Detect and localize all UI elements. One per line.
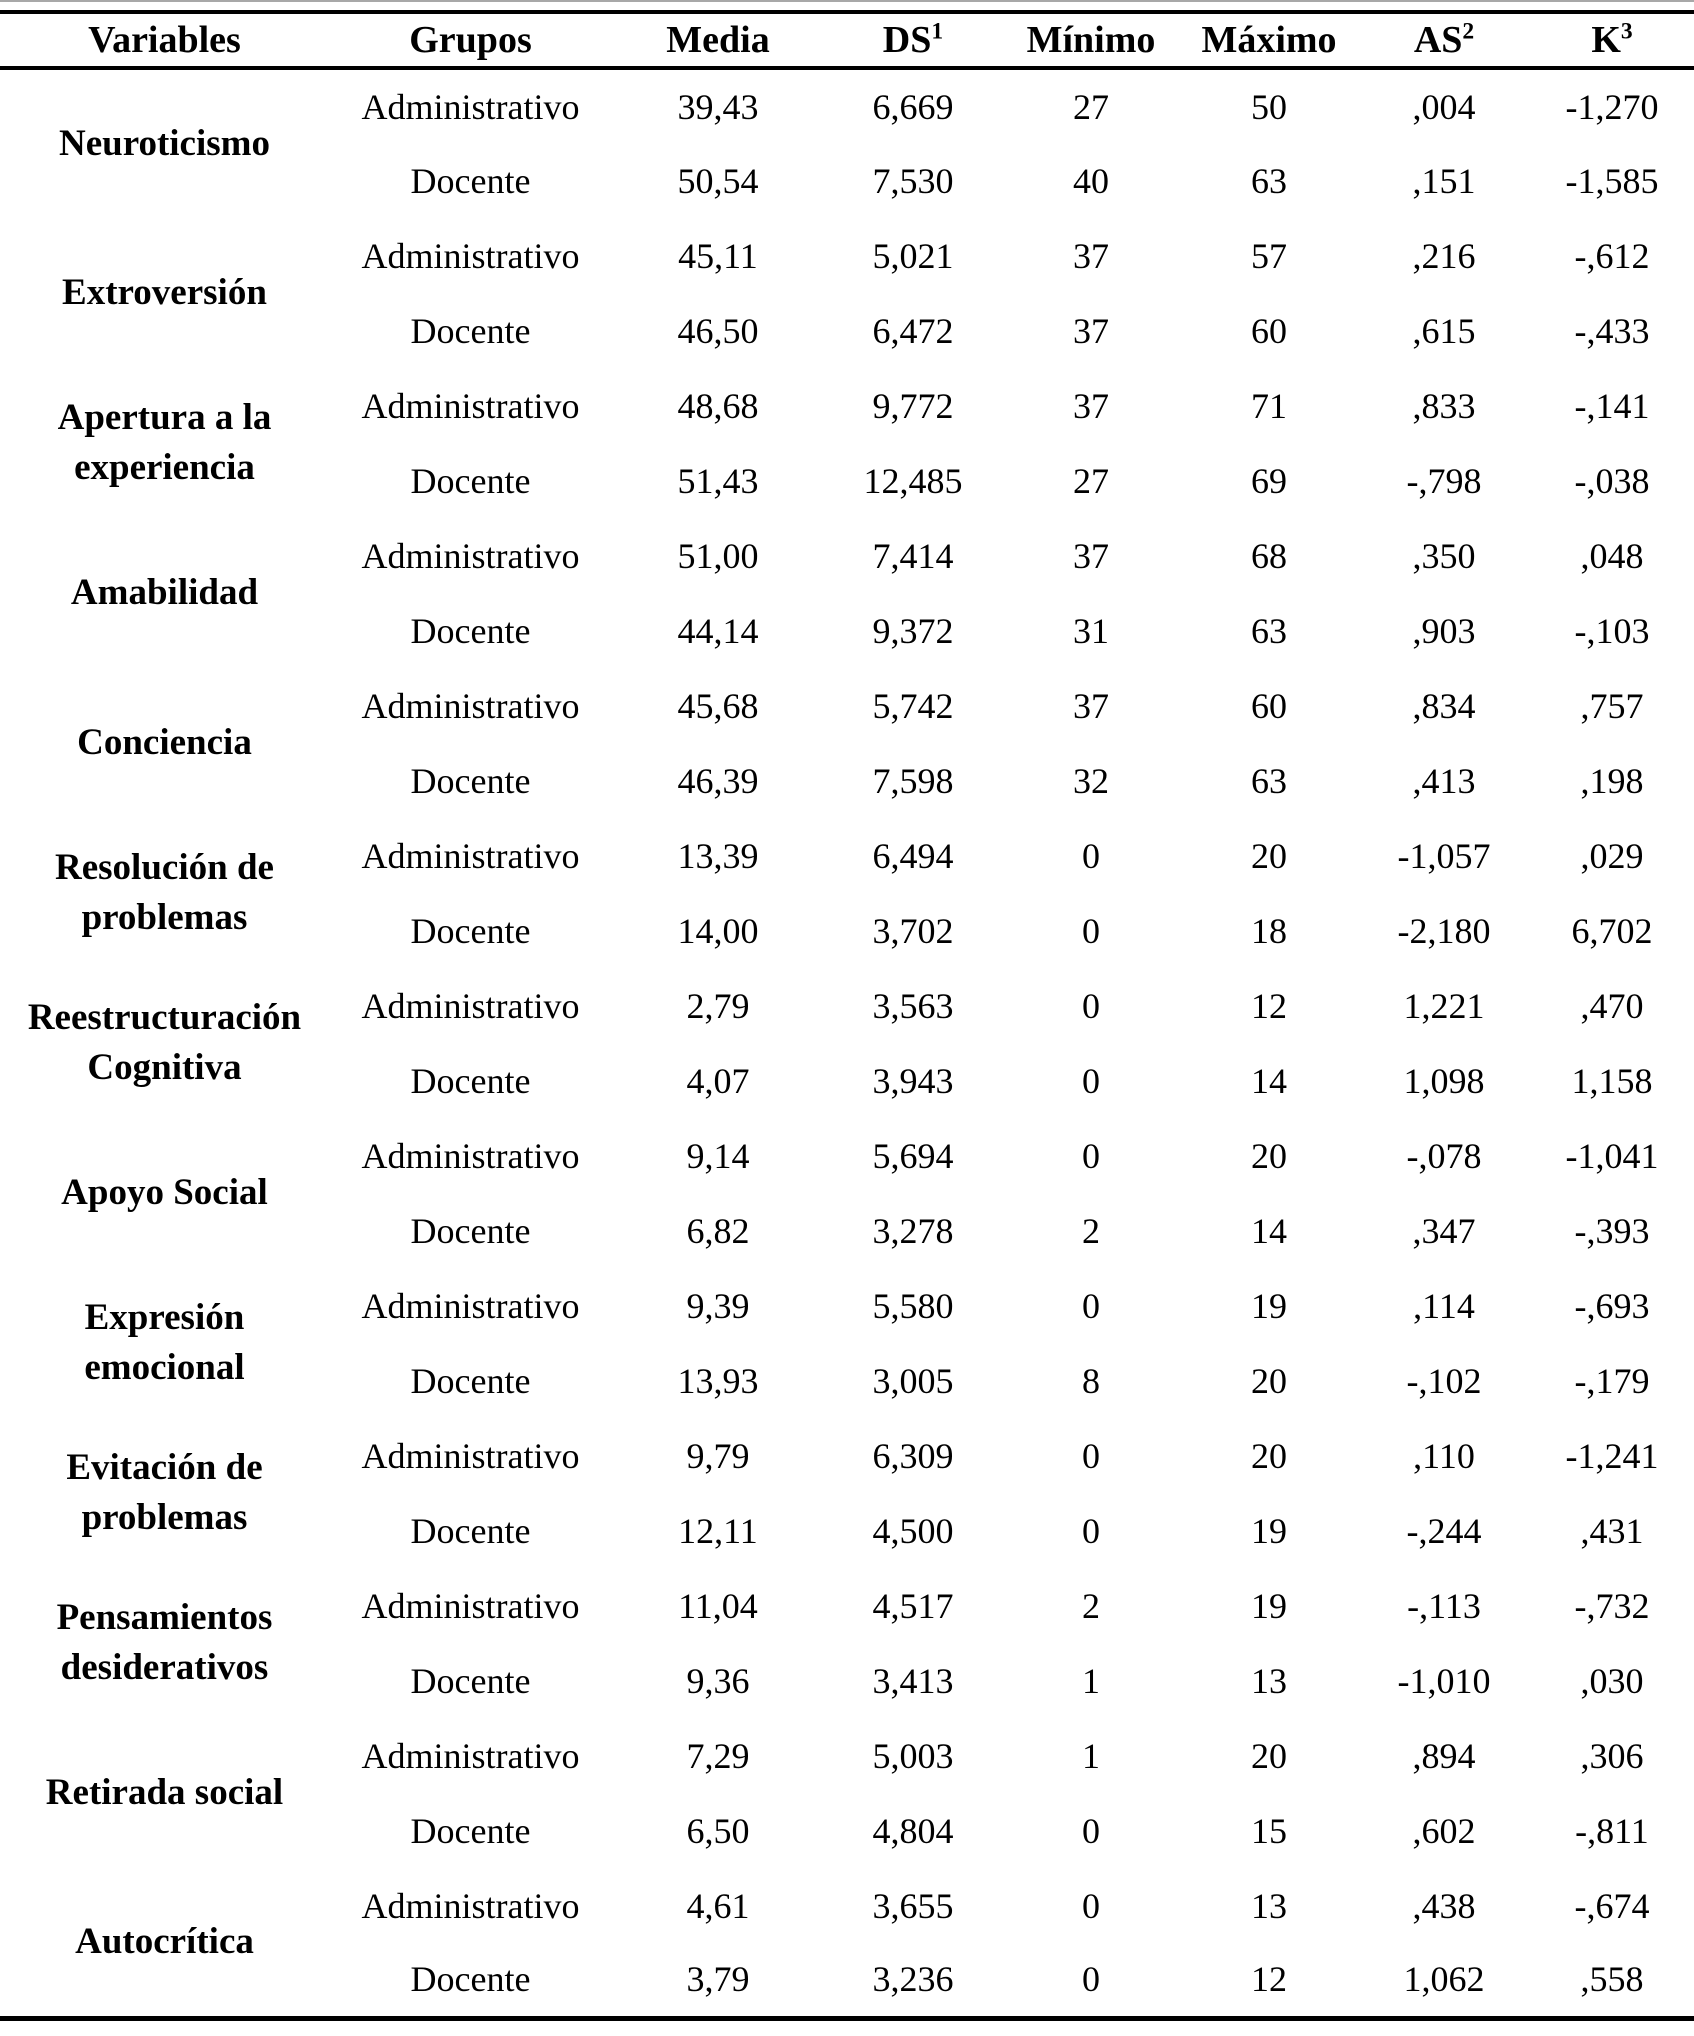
minimo-value-cell: 40 [1072,160,1109,201]
minimo-value-cell: 0 [1081,1135,1100,1176]
ds-value-cell: 3,943 [872,1060,954,1101]
group-cell: Administrativo [361,1285,580,1326]
group-cell: Administrativo [361,1435,580,1476]
maximo-value-cell: 20 [1251,1435,1288,1476]
minimo-value-cell: 1 [1081,1735,1100,1776]
table-row [0,68,1694,143]
variable-name-line: Reestructuración [27,997,302,1038]
variable-name-line: emocional [84,1347,245,1388]
ds-value-cell: 6,472 [872,310,954,351]
media-value-cell: 9,79 [686,1435,750,1476]
ds-value-cell: 5,580 [872,1285,954,1326]
media-value-cell: 6,50 [686,1810,750,1851]
as-value-cell: ,350 [1412,535,1476,576]
media-value-cell: 46,50 [677,310,759,351]
table-row [0,1268,1694,1343]
minimo-value-cell: 37 [1072,310,1109,351]
maximo-value-cell: 14 [1251,1210,1288,1251]
group-cell: Docente [410,1660,531,1701]
maximo-value-cell: 57 [1251,235,1288,276]
maximo-value-cell: 20 [1251,835,1288,876]
ds-value-cell: 3,413 [872,1660,954,1701]
k-value-cell: ,306 [1580,1735,1644,1776]
group-cell: Docente [410,1810,531,1851]
col-header-label: K [1591,19,1621,61]
group-cell: Docente [410,1210,531,1251]
k-value-cell: ,558 [1580,1959,1644,2000]
k-value-cell: ,431 [1580,1510,1644,1551]
ds-value-cell: 7,414 [872,535,954,576]
ds-value-cell: 6,494 [872,835,954,876]
k-value-cell: -1,241 [1565,1435,1659,1476]
col-header-label: AS [1413,19,1463,61]
k-value-cell: -,038 [1574,460,1650,501]
minimo-value-cell: 0 [1081,910,1100,951]
table-row [0,1568,1694,1643]
table-row [0,668,1694,743]
maximo-value-cell: 60 [1251,685,1288,726]
maximo-value-cell: 68 [1251,535,1288,576]
maximo-value-cell: 50 [1251,86,1288,127]
media-value-cell: 51,43 [677,460,759,501]
variable-cell [0,1418,329,1568]
media-value-cell: 9,14 [686,1135,750,1176]
minimo-value-cell: 0 [1081,1885,1100,1926]
minimo-value-cell: 37 [1072,535,1109,576]
ds-value-cell: 5,694 [872,1135,954,1176]
table-body [0,68,1694,2018]
media-value-cell: 50,54 [677,160,759,201]
minimo-value-cell: 0 [1081,1810,1100,1851]
variable-cell [0,1568,329,1718]
variable-name-line: Evitación de [66,1447,263,1488]
media-value-cell: 11,04 [678,1585,758,1626]
variable-name-line: Apertura a la [57,397,272,438]
group-cell: Docente [410,1959,531,2000]
media-value-cell: 7,29 [686,1735,750,1776]
media-value-cell: 2,79 [686,985,750,1026]
as-value-cell: ,004 [1412,86,1476,127]
ds-value-cell: 4,517 [872,1585,954,1626]
ds-value-cell: 3,563 [872,985,954,1026]
media-value-cell: 13,93 [677,1360,759,1401]
table-row [0,518,1694,593]
group-cell: Docente [410,1510,531,1551]
variable-cell [0,668,329,818]
ds-value-cell: 12,485 [863,460,963,501]
group-cell: Administrativo [361,86,580,127]
ds-value-cell: 3,278 [872,1210,954,1251]
k-value-cell: -,433 [1574,310,1650,351]
media-value-cell: 48,68 [677,385,759,426]
minimo-value-cell: 2 [1081,1585,1100,1626]
as-value-cell: -1,057 [1397,835,1491,876]
maximo-value-cell: 71 [1251,385,1288,426]
k-value-cell: ,757 [1580,685,1644,726]
as-value-cell: -,102 [1406,1360,1482,1401]
variable-cell [0,218,329,368]
variable-name-line: Neuroticismo [58,123,270,164]
table-row [0,368,1694,443]
col-header-maximo [1180,12,1358,68]
col-header-k [1530,12,1694,68]
minimo-value-cell: 1 [1081,1660,1100,1701]
k-value-cell: ,470 [1580,985,1644,1026]
group-cell: Administrativo [361,1735,580,1776]
as-value-cell: 1,062 [1403,1959,1485,2000]
as-value-cell: ,438 [1412,1885,1476,1926]
group-cell: Docente [410,910,531,951]
as-value-cell: -2,180 [1397,910,1491,951]
ds-value-cell: 3,236 [872,1959,954,2000]
ds-value-cell: 9,372 [872,610,954,651]
group-cell: Administrativo [361,985,580,1026]
k-value-cell: -,674 [1574,1885,1650,1926]
group-cell: Administrativo [361,1885,580,1926]
group-cell: Administrativo [361,685,580,726]
maximo-value-cell: 19 [1251,1510,1288,1551]
table-row [0,1418,1694,1493]
minimo-value-cell: 27 [1072,460,1109,501]
variable-name-line: Amabilidad [70,572,259,613]
table-row [0,818,1694,893]
maximo-value-cell: 69 [1251,460,1288,501]
minimo-value-cell: 0 [1081,1060,1100,1101]
table-row [0,218,1694,293]
maximo-value-cell: 19 [1251,1585,1288,1626]
col-header-label: Máximo [1201,19,1337,61]
ds-value-cell: 5,742 [872,685,954,726]
media-value-cell: 45,68 [677,685,759,726]
col-header-variables [0,12,329,68]
k-value-cell: ,048 [1580,535,1644,576]
media-value-cell: 6,82 [686,1210,750,1251]
maximo-value-cell: 18 [1251,910,1288,951]
ds-value-cell: 3,655 [872,1885,954,1926]
group-cell: Docente [410,760,531,801]
ds-value-cell: 6,309 [872,1435,954,1476]
ds-value-cell: 6,669 [872,86,954,127]
media-value-cell: 4,07 [686,1060,750,1101]
maximo-value-cell: 12 [1251,1959,1288,2000]
variable-cell [0,68,329,218]
col-header-as [1358,12,1530,68]
variable-cell [0,968,329,1118]
table-header [0,12,1694,68]
k-value-cell: -,811 [1575,1810,1649,1851]
maximo-value-cell: 63 [1251,760,1288,801]
col-header-footnote-marker: 2 [1462,18,1475,45]
as-value-cell: 1,221 [1403,985,1485,1026]
minimo-value-cell: 0 [1081,1435,1100,1476]
k-value-cell: -1,270 [1565,86,1659,127]
k-value-cell: -,179 [1574,1360,1650,1401]
minimo-value-cell: 37 [1072,385,1109,426]
ds-value-cell: 3,702 [872,910,954,951]
group-cell: Docente [410,460,531,501]
as-value-cell: ,110 [1413,1435,1475,1476]
descriptive-statistics-table [0,10,1694,2021]
variable-name-line: Extroversión [62,272,267,313]
variable-name-line: Expresión [84,1297,245,1338]
col-header-footnote-marker: 1 [931,18,944,45]
as-value-cell: 1,098 [1403,1060,1485,1101]
media-value-cell: 12,11 [678,1510,758,1551]
variable-name-line: Pensamientos [56,1597,273,1638]
minimo-value-cell: 27 [1072,86,1109,127]
group-cell: Docente [410,610,531,651]
col-header-label: Grupos [409,19,532,61]
k-value-cell: -,141 [1574,385,1650,426]
ds-value-cell: 5,003 [872,1735,954,1776]
group-cell: Administrativo [361,535,580,576]
k-value-cell: ,030 [1580,1660,1644,1701]
as-value-cell: ,413 [1412,760,1476,801]
maximo-value-cell: 60 [1251,310,1288,351]
variable-cell [0,1718,329,1868]
minimo-value-cell: 37 [1072,235,1109,276]
minimo-value-cell: 32 [1072,760,1109,801]
maximo-value-cell: 13 [1251,1885,1288,1926]
as-value-cell: ,903 [1412,610,1476,651]
col-header-label: Mínimo [1026,19,1156,61]
header-row [0,12,1694,68]
group-cell: Docente [410,310,531,351]
maximo-value-cell: 15 [1251,1810,1288,1851]
variable-name-line: Autocrítica [75,1920,254,1962]
group-cell: Administrativo [361,1135,580,1176]
variable-cell [0,1268,329,1418]
group-cell: Administrativo [361,1585,580,1626]
top-hairline-rule [0,0,1694,2]
variable-name-line: Retirada social [45,1772,284,1813]
minimo-value-cell: 8 [1081,1360,1100,1401]
as-value-cell: ,894 [1412,1735,1476,1776]
variable-name-line: problemas [81,1497,248,1538]
media-value-cell: 9,39 [686,1285,750,1326]
minimo-value-cell: 0 [1081,1510,1100,1551]
ds-value-cell: 7,530 [872,160,954,201]
media-value-cell: 45,11 [678,235,758,276]
minimo-value-cell: 0 [1081,835,1100,876]
media-value-cell: 4,61 [686,1885,750,1926]
minimo-value-cell: 0 [1081,1959,1100,2000]
table-row [0,968,1694,1043]
as-value-cell: ,834 [1412,685,1476,726]
col-header-media [612,12,824,68]
maximo-value-cell: 14 [1251,1060,1288,1101]
variable-cell [0,368,329,518]
media-value-cell: 13,39 [677,835,759,876]
col-header-label: Variables [88,19,241,61]
variable-name-line: problemas [81,897,248,938]
k-value-cell: 1,158 [1571,1060,1653,1101]
minimo-value-cell: 2 [1081,1210,1100,1251]
group-cell: Docente [410,1360,531,1401]
ds-value-cell: 3,005 [872,1360,954,1401]
maximo-value-cell: 12 [1251,985,1288,1026]
variable-name-line: Apoyo Social [61,1172,268,1213]
k-value-cell: -,393 [1574,1210,1650,1251]
variable-cell [0,1868,329,2018]
as-value-cell: ,216 [1412,235,1476,276]
minimo-value-cell: 37 [1072,685,1109,726]
maximo-value-cell: 63 [1251,610,1288,651]
variable-cell [0,1118,329,1268]
variable-name-line: experiencia [74,447,255,488]
table-row [0,1868,1694,1943]
as-value-cell: ,833 [1412,385,1476,426]
as-value-cell: ,615 [1412,310,1476,351]
k-value-cell: -,732 [1574,1585,1650,1626]
group-cell: Docente [410,1060,531,1101]
col-header-label: DS [882,19,932,61]
ds-value-cell: 5,021 [872,235,954,276]
col-header-ds [824,12,1002,68]
maximo-value-cell: 20 [1251,1360,1288,1401]
as-value-cell: -,244 [1406,1510,1482,1551]
group-cell: Administrativo [361,235,580,276]
table-row [0,1118,1694,1193]
group-cell: Administrativo [361,835,580,876]
maximo-value-cell: 63 [1251,160,1288,201]
col-header-grupos [329,12,612,68]
media-value-cell: 14,00 [677,910,759,951]
as-value-cell: -,078 [1406,1135,1482,1176]
k-value-cell: -,103 [1574,610,1650,651]
ds-value-cell: 4,500 [872,1510,954,1551]
as-value-cell: -1,010 [1397,1660,1491,1701]
k-value-cell: ,198 [1580,760,1644,801]
media-value-cell: 44,14 [677,610,759,651]
k-value-cell: 6,702 [1571,910,1653,951]
minimo-value-cell: 0 [1081,1285,1100,1326]
k-value-cell: -,612 [1574,235,1650,276]
ds-value-cell: 9,772 [872,385,954,426]
as-value-cell: ,602 [1412,1810,1476,1851]
k-value-cell: ,029 [1580,835,1644,876]
maximo-value-cell: 19 [1251,1285,1288,1326]
k-value-cell: -,693 [1574,1285,1650,1326]
as-value-cell: -,113 [1407,1585,1481,1626]
as-value-cell: ,114 [1413,1285,1475,1326]
variable-name-line: Conciencia [77,722,252,763]
media-value-cell: 9,36 [686,1660,750,1701]
col-header-label: Media [666,19,770,61]
table-row [0,1718,1694,1793]
minimo-value-cell: 0 [1081,985,1100,1026]
as-value-cell: ,151 [1412,160,1476,201]
variable-cell [0,518,329,668]
ds-value-cell: 4,804 [872,1810,954,1851]
col-header-minimo [1002,12,1180,68]
as-value-cell: -,798 [1406,460,1482,501]
maximo-value-cell: 20 [1251,1135,1288,1176]
variable-name-line: Resolución de [55,847,274,888]
k-value-cell: -1,041 [1565,1135,1659,1176]
k-value-cell: -1,585 [1565,160,1659,201]
group-cell: Administrativo [361,385,580,426]
media-value-cell: 39,43 [677,86,759,127]
variable-name-line: Cognitiva [87,1047,242,1088]
media-value-cell: 3,79 [686,1959,750,2000]
as-value-cell: ,347 [1412,1210,1476,1251]
media-value-cell: 46,39 [677,760,759,801]
minimo-value-cell: 31 [1072,610,1109,651]
variable-name-line: desiderativos [60,1647,269,1688]
group-cell: Docente [410,160,531,201]
media-value-cell: 51,00 [677,535,759,576]
maximo-value-cell: 13 [1251,1660,1288,1701]
maximo-value-cell: 20 [1251,1735,1288,1776]
col-header-footnote-marker: 3 [1620,18,1633,45]
variable-cell [0,818,329,968]
ds-value-cell: 7,598 [872,760,954,801]
